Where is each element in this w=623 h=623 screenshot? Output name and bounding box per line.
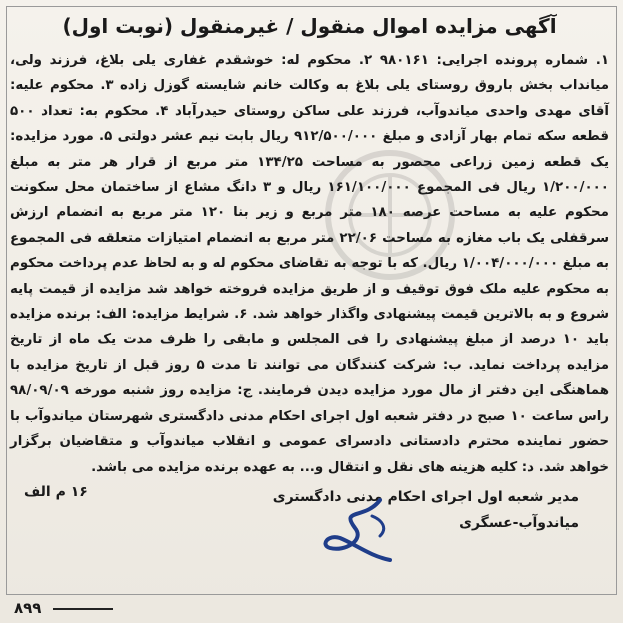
handwritten-signature — [310, 490, 400, 570]
notice-body: ۱. شماره پرونده اجرایی: ۹۸۰۱۶۱ ۲. محکوم له: خوشقدم غفاری یلی بلاغ، فرزند ولی، میانداب بخش باروق روستای یلی بلاغ به وکالت خانم شایسته گوزل زاده ۳. محکوم علیه: آقای مهدی واحدی میاندوآب، فرزند علی ساکن روستای حیدرآباد ۴. محکوم به: تعداد ۵۰۰ قطعه سکه تمام بهار آزادی و مبلغ ۹۱۲/۵۰۰/۰۰۰ ریال بابت نیم عشر دولتی ۵. مورد مزایده: یک قطعه زمین زراعی محصور به مساحت ۱۳۴/۲۵ متر مربع از قرار هر متر به مبلغ ۱/۲۰۰/۰۰۰ ریال فی المجموع ۱۶۱/۱۰۰/۰۰۰ ریال و ۳ دانگ مشاع از ساختمان محل سکونت محکوم علیه به مساحت عرصه ۱۸۰ متر مربع و زیر بنا ۱۲۰ متر مربع به انضمام ارزش سرقفلی یک باب مغازه به مساحت ۲۲/۰۶ متر مربع به انضمام امتیازات متعلقه فی المجموع به مبلغ ۱/۰۰۴/۰۰۰/۰۰۰ ریال. که با توجه به تقاضای محکوم له و به لحاظ عدم پرداخت محکوم به محکوم علیه ملک فوق توقیف و از طریق مزایده فروخته خواهد شد مزایده از قیمت پایه شروع و به بالاترین قیمت پیشنهادی واگذار خواهد شد. ۶. شرایط مزایده: الف: برنده مزایده باید ۱۰ درصد از مبلغ پیشنهادی را فی المجلس و مابقی را ظرف مدت یک ماه از تاریخ مزایده پرداخت نماید. ب: شرکت کنندگان می توانند تا مدت ۵ روز قبل از تاریخ مزایده با هماهنگی این دفتر از مال مورد مزایده دیدن فرمایند. ج: مزایده روز شنبه مورخه ۹۸/۰۹/۰۹ راس ساعت ۱۰ صبح در دفتر شعبه اول اجرای احکام مدنی دادگستری شهرستان میاندوآب با حضور نماینده محترم دادستانی دادسرای عمومی و انقلاب میاندوآب و متقاضیان برگزار خواهد شد. د: کلیه هزینه های نقل و انتقال و... به عهده برنده مزایده می باشد. — [10, 53, 610, 475]
signer-title: مدیر شعبه اول اجرای احکام مدنی دادگستری — [272, 488, 579, 505]
page-number — [14, 599, 113, 617]
notice-code: ۱۶ م الف — [24, 483, 88, 500]
signer-name: میاندوآب-عسگری — [459, 514, 579, 531]
page-number-value: ۸۹۹ — [14, 599, 42, 617]
page-number-rule — [53, 608, 113, 610]
watermark-stamp — [310, 140, 470, 290]
notice-title: آگهی مزایده اموال منقول / غیرمنقول (نوبت اول) — [62, 14, 557, 38]
notice-footer — [10, 484, 609, 554]
